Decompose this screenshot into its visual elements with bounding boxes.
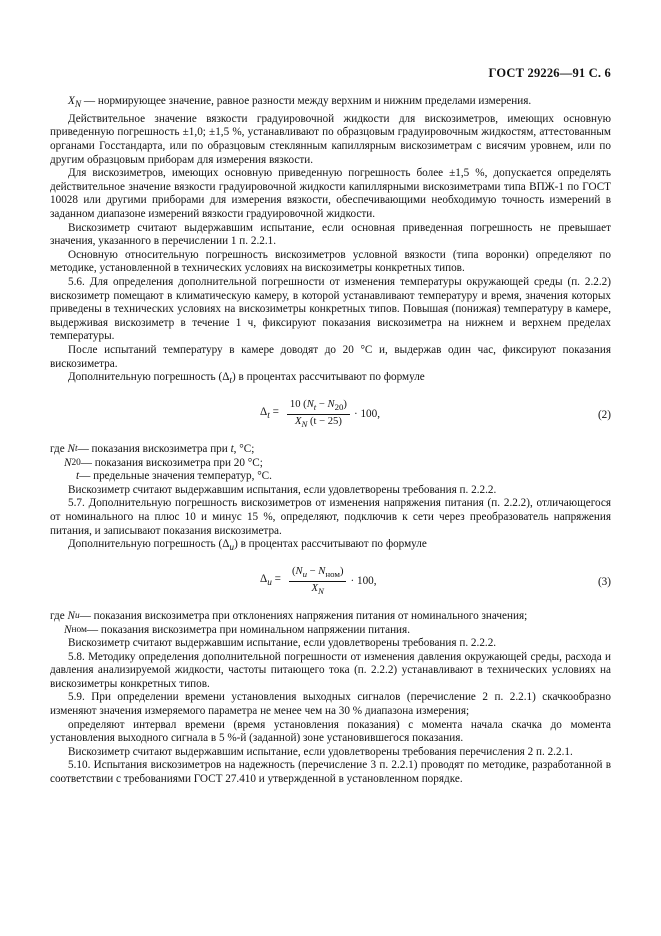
equation-number-3: (3) [597,575,611,588]
formula-2 [50,395,611,441]
sub: t [74,443,78,454]
formula-2-fraction [287,399,350,430]
symbol: t [76,470,80,483]
symbol: X [294,416,302,428]
sub: ном [325,569,340,580]
paragraph: Вискозиметр считают выдержавшим испытание, если удовлетворены требования п. 2.2.2. [68,637,497,650]
paragraph-5-7: 5.7. Дополнительную погрешность вискозиметров от изменения напряжения питания (п. 2.2.2), отличающегося от номинального на плюс 10 и минус 15 %, определяют, подключив к сети через преобразователь напряжения питания, и записывают показания вискозиметра. [50,497,611,537]
paragraph: определяют интервал времени (время установления показания) с момента начала скачка до момента установления выходного сигнала в 5 %-й (заданной) зоне установившегося показания. [50,718,611,745]
symbol: N [327,398,335,410]
paragraph: После испытаний температуру в камере доводят до 20 °С и, выдержав один час, фиксируют показания вискозиметра. [50,343,611,370]
text: − [307,565,319,577]
text: — показания вискозиметра при 20 °С; [80,456,263,469]
symbol-n-sub: N [74,100,82,111]
paragraph: Основную относительную погрешность вискозиметров условной вязкости (типа воронки) определяют по методике, установленной в технических условиях на вискозиметры конкретных типов. [50,248,611,275]
symbol: N [67,442,75,455]
symbol-x: X [68,95,75,107]
formula-2-denominator [292,415,345,430]
symbol-delta: Δ [222,538,230,551]
text: — показания вискозиметра при номинальном напряжении питания. [86,623,410,636]
text: где [50,442,65,455]
text: Дополнительную погрешность ( [68,371,223,384]
text: ( [291,565,296,577]
text: 10 ( [289,398,307,410]
symbol-delta: Δ [260,572,268,585]
symbol-t-sub: t [267,410,270,421]
sub: N [318,586,324,597]
sub: u [302,569,308,580]
formula-2-numerator [287,399,350,415]
paragraph: Вискозиметр считают выдержавшим испытание, если удовлетворены требования перечисления 2 п. 2.2.1. [68,745,573,758]
symbol-delta: Δ [222,371,230,384]
paragraph-5-6: 5.6. Для определения дополнительной погрешности от изменения температуры окружающей среды (п. 2.2.2) вискозиметр помещают в климатическую камеру, в которой устанавливают температуру и время, значения которых приведены в технических условиях на вискозиметры конкретных типов. Повышая (понижая) температуру в камере, выдерживая вискозиметр в течение 1 ч, фиксируют показания вискозиметра на нижнем и верхнем пределах температуры. [50,275,611,343]
definition-row [50,457,611,471]
symbol-t-sub: t [229,376,232,387]
sub: N [301,419,308,430]
text: − [316,398,328,410]
sub: 20 [71,457,81,468]
text: где [50,609,65,622]
text: — показания вискозиметра при отклонениях напряжения питания от номинального значения; [79,609,528,622]
paragraph: Для вискозиметров, имеющих основную приведенную погрешность более ±1,5 %, допускается определять действительное значение вязкости градуировочной жидкости капиллярными вискозиметрами типа ВПЖ-1 по ГОСТ 10028 или другими приборами для измерения вязкости, обеспечивающими необходимую точность измерений в заданном диапазоне измерений вязкости градуировочной жидкости. [50,167,611,220]
formula-3-denominator [309,582,327,597]
sub: 20 [334,402,344,413]
formula-3-expression [260,566,377,597]
paragraph-formula-3-intro [50,538,611,556]
symbol: N [306,398,314,410]
paragraph: Действительное значение вязкости градуировочной жидкости для вискозиметров, имеющих основную приведенную погрешность ±1,0; ±1,5 %, устанавливают по образцовым градуировочным жидкостям, аттестованным органами Госстандарта, или по образцовым стеклянным капиллярным вискозиметрам с висячим уровнем, или по другим образцовым приборам для измерения вязкости. [50,112,611,166]
text: , °С; [233,442,255,455]
paragraph-5-10: 5.10. Испытания вискозиметров на надежность (перечисление 3 п. 2.2.1) проводят по методике, разработанной в соответствии с требованиями ГОСТ 27.410 и утвержденной в установленном порядке. [50,759,611,786]
symbol: N [318,565,326,577]
symbol: N [67,609,75,622]
formula-3-numerator [289,566,346,582]
symbol-delta: Δ [260,405,268,418]
paragraph-5-8: 5.8. Методику определения дополнительной погрешности от изменения давления окружающей среды, расхода и давления анализируемой жидкости, частоты питающего тока (п. 2.2.2) устанавливают в технических условиях на вискозиметры конкретных типов. [50,650,611,690]
paragraph-xn-definition [50,95,611,113]
sub: t [313,402,317,413]
text: ) [343,398,347,410]
symbol: N [295,565,303,577]
text: ) в процентах рассчитывают по формуле [234,538,427,551]
sub: u [74,610,80,621]
formula-2-lhs: $\Delta_t$ = [260,405,279,421]
formula-3-lhs: $\Delta_u$ = [260,572,281,588]
definition-row [50,610,611,624]
sub: ном [71,624,87,635]
definition-row [50,443,611,457]
symbol: N [64,623,72,636]
formula-3 [50,562,611,608]
text: ) в процентах рассчитывают по формуле [231,371,425,384]
text: — предельные значения температур, °С. [79,470,272,483]
paragraph-formula-2-intro [50,371,611,389]
symbol: t [230,442,234,455]
equation-number-2: (2) [597,408,611,421]
definition-row [50,470,611,484]
formula-2-expression [260,399,380,430]
formula-2-definitions [50,443,611,484]
formula-2-tail: · 100, [353,407,381,420]
paragraph-5-9: 5.9. При определении времени установления выходных сигналов (перечисление 2 п. 2.2.1) скачкообразно изменяют значения измеряемого параметра не менее чем на 30 % диапазона измерения; [50,691,611,718]
text: Дополнительную погрешность ( [68,538,223,551]
formula-3-fraction [289,566,346,597]
page-header: ГОСТ 29226—91 С. 6 [488,66,611,80]
text: ) [339,565,344,577]
paragraph: Вискозиметр считают выдержавшим испытания, если удовлетворены требования п. 2.2.2. [68,483,497,496]
formula-3-tail: · 100, [350,574,377,587]
paragraph: Вискозиметр считают выдержавшим испытание, если основная приведенная погрешность не превышает значения, указанного в перечислении 1 п. 2.2.1. [50,221,611,248]
document-body [50,95,611,787]
definition-row [50,624,611,638]
paragraph-text: — нормирующее значение, равное разности между верхним и нижним пределами измерения. [83,95,532,107]
symbol: N [64,456,72,469]
text: — показания вискозиметра при [77,442,228,455]
symbol-u-sub: u [267,577,272,588]
formula-3-definitions [50,610,611,637]
symbol: X [311,583,319,595]
text: (t − 25) [307,416,342,428]
symbol-u-sub: u [229,543,235,554]
